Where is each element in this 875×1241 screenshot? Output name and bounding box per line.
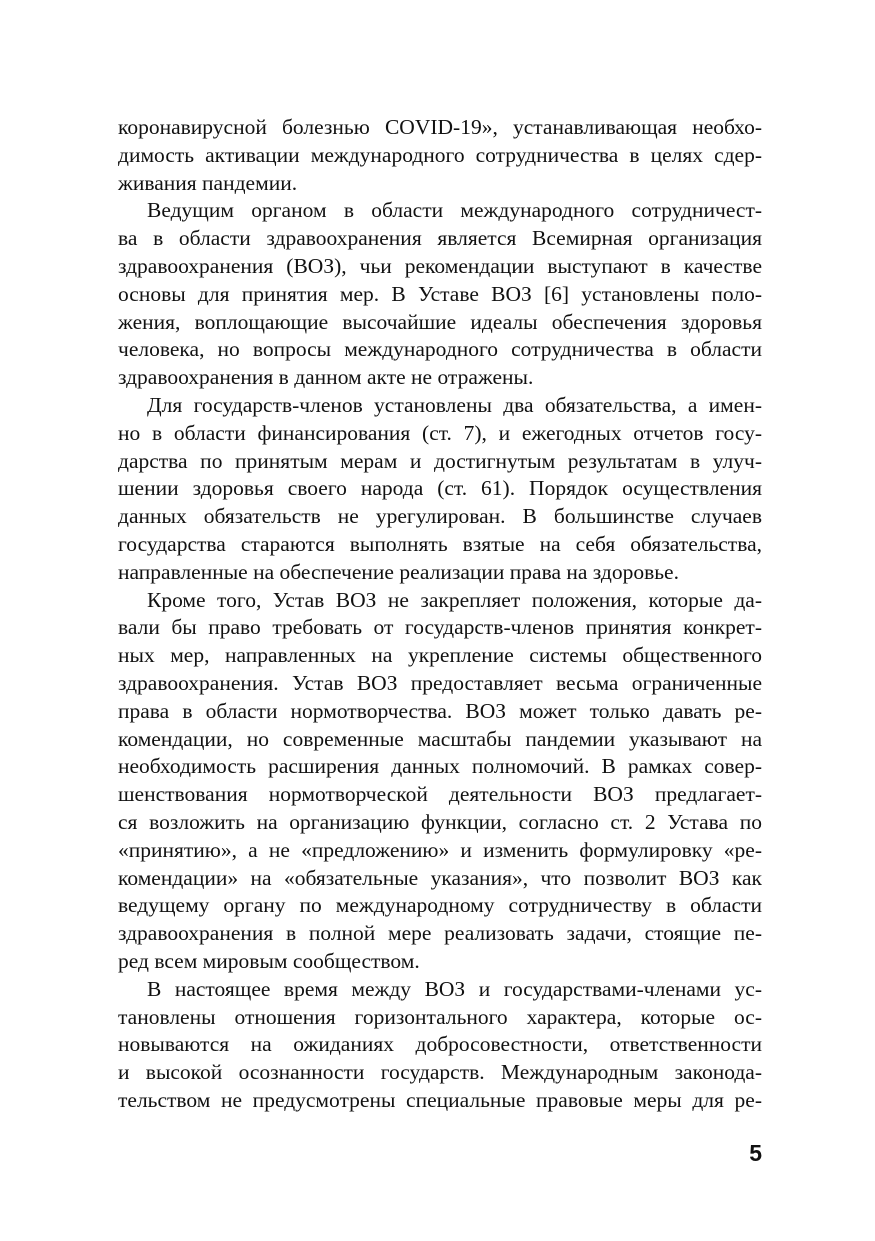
text-line: но в области финансирования (ст. 7), и ежегодных отчетов госу- — [118, 420, 762, 445]
text-line: данных обязательств не урегулирован. В большинстве случаев — [118, 504, 762, 529]
paragraph-2 — [118, 197, 762, 392]
page-number: 5 — [749, 1140, 762, 1166]
text-line: ся возложить на организацию функции, согласно ст. 2 Устава по — [118, 809, 762, 834]
text-line: «принятию», а не «предложению» и изменить формулировку «ре- — [118, 837, 762, 862]
text-line: человека, но вопросы международного сотрудничества в области — [118, 337, 762, 362]
text-line: димость активации международного сотрудничества в целях сдер- — [118, 142, 762, 167]
text-line: Ведущим органом в области международного сотрудничест- — [147, 198, 762, 223]
text-line: здравоохранения в данном акте не отражены. — [118, 365, 534, 390]
text-line: тельством не предусмотрены специальные правовые меры для ре- — [118, 1087, 762, 1112]
text-line: комендации, но современные масштабы пандемии указывают на — [118, 726, 762, 751]
text-line: В настоящее время между ВОЗ и государствами-членами ус- — [147, 976, 762, 1001]
text-line: права в области нормотворчества. ВОЗ может только давать ре- — [118, 698, 762, 723]
text-line: шенствования нормотворческой деятельности ВОЗ предлагает- — [118, 782, 762, 807]
text-line: жения, воплощающие высочайшие идеалы обеспечения здоровья — [118, 309, 762, 334]
text-line: основы для принятия мер. В Уставе ВОЗ [6] установлены поло- — [118, 281, 762, 306]
text-line: направленные на обеспечение реализации права на здоровье. — [118, 559, 679, 584]
text-line: ных мер, направленных на укрепление системы общественного — [118, 643, 762, 668]
paragraph-1 — [118, 114, 762, 197]
text-line: здравоохранения. Устав ВОЗ предоставляет весьма ограниченные — [118, 670, 762, 695]
text-line: тановлены отношения горизонтального характера, которые ос- — [118, 1004, 762, 1029]
text-line: вали бы право требовать от государств-членов принятия конкрет- — [118, 615, 762, 640]
text-line: ред всем мировым сообществом. — [118, 948, 420, 973]
text-line: и высокой осознанности государств. Международным законода- — [118, 1060, 762, 1085]
text-line: дарства по принятым мерам и достигнутым результатам в улуч- — [118, 448, 762, 473]
text-line: государства стараются выполнять взятые на себя обязательства, — [118, 531, 762, 556]
body-text — [118, 114, 762, 1115]
text-line: ва в области здравоохранения является Всемирная организация — [118, 226, 762, 251]
text-line: необходимость расширения данных полномочий. В рамках совер- — [118, 754, 762, 779]
text-line: ведущему органу по международному сотрудничеству в области — [118, 893, 762, 918]
text-line: комендации» на «обязательные указания», что позволит ВОЗ как — [118, 865, 762, 890]
text-line: коронавирусной болезнью COVID-19», устанавливающая необхо- — [118, 115, 762, 139]
paragraph-4 — [118, 587, 762, 976]
text-line: здравоохранения (ВОЗ), чьи рекомендации выступают в качестве — [118, 253, 762, 278]
text-line: Для государств-членов установлены два обязательства, а имен- — [147, 392, 762, 417]
text-line: новываются на ожиданиях добросовестности, ответственности — [118, 1032, 762, 1057]
paragraph-3 — [118, 392, 762, 587]
text-line: живания пандемии. — [118, 170, 298, 195]
text-line: шении здоровья своего народа (ст. 61). Порядок осуществления — [118, 476, 762, 501]
paragraph-5 — [118, 976, 762, 1115]
text-line: Кроме того, Устав ВОЗ не закрепляет положения, которые да- — [147, 587, 762, 612]
text-line: здравоохранения в полной мере реализовать задачи, стоящие пе- — [118, 921, 762, 946]
